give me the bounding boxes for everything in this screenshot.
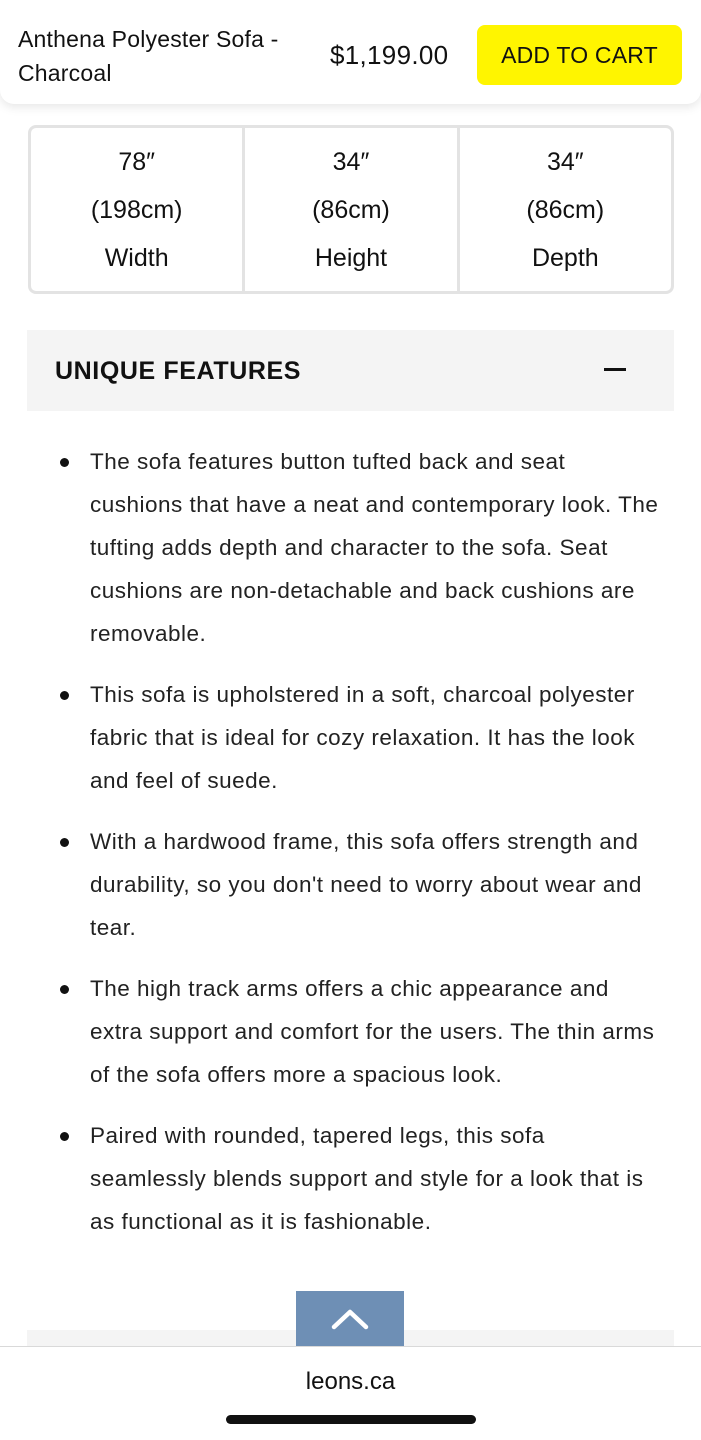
feature-item: With a hardwood frame, this sofa offers strength and durability, so you don't need to worry about wear and tear.	[60, 820, 660, 949]
dimension-label: Depth	[531, 243, 599, 272]
feature-item: The high track arms offers a chic appearance and extra support and comfort for the users. The thin arms of the sofa offers more a spacious look.	[60, 967, 660, 1096]
dimension-depth	[457, 128, 671, 291]
dimension-cm: (86cm)	[526, 195, 605, 224]
accordion-title: UNIQUE FEATURES	[55, 357, 302, 385]
dimensions-table	[28, 125, 674, 294]
dimension-inches: 34″	[546, 147, 584, 176]
feature-item: The sofa features button tufted back and seat cushions that have a neat and contemporary look. The tufting adds depth and character to the sofa. Seat cushions are non-detachable and back cushions are removable.	[60, 440, 660, 655]
product-name: Anthena Polyester Sofa - Charcoal	[18, 26, 279, 86]
sticky-product-header	[0, 0, 701, 104]
features-list	[60, 440, 660, 1261]
unique-features-accordion-header[interactable]	[27, 330, 674, 411]
dimension-inches: 34″	[332, 147, 370, 176]
dimension-cm: (86cm)	[312, 195, 390, 224]
dimension-label: Width	[104, 243, 169, 272]
chevron-up-icon	[330, 1307, 370, 1331]
back-to-top-button[interactable]	[296, 1291, 404, 1347]
browser-bottom-bar	[0, 1346, 701, 1440]
add-to-cart-button[interactable]: ADD TO CART	[477, 25, 682, 85]
dimension-height	[242, 128, 456, 291]
feature-item: This sofa is upholstered in a soft, charcoal polyester fabric that is ideal for cozy relaxation. It has the look and feel of suede.	[60, 673, 660, 802]
home-indicator[interactable]	[226, 1415, 476, 1424]
feature-item: Paired with rounded, tapered legs, this sofa seamlessly blends support and style for a look that is as functional as it is fashionable.	[60, 1114, 660, 1243]
browser-domain[interactable]: leons.ca	[305, 1368, 396, 1395]
dimension-width	[31, 128, 242, 291]
dimension-cm: (198cm)	[90, 195, 183, 224]
minus-icon[interactable]	[604, 368, 626, 371]
product-price: $1,199.00	[330, 40, 449, 70]
dimension-inches: 78″	[118, 147, 155, 176]
dimension-label: Height	[314, 243, 388, 272]
